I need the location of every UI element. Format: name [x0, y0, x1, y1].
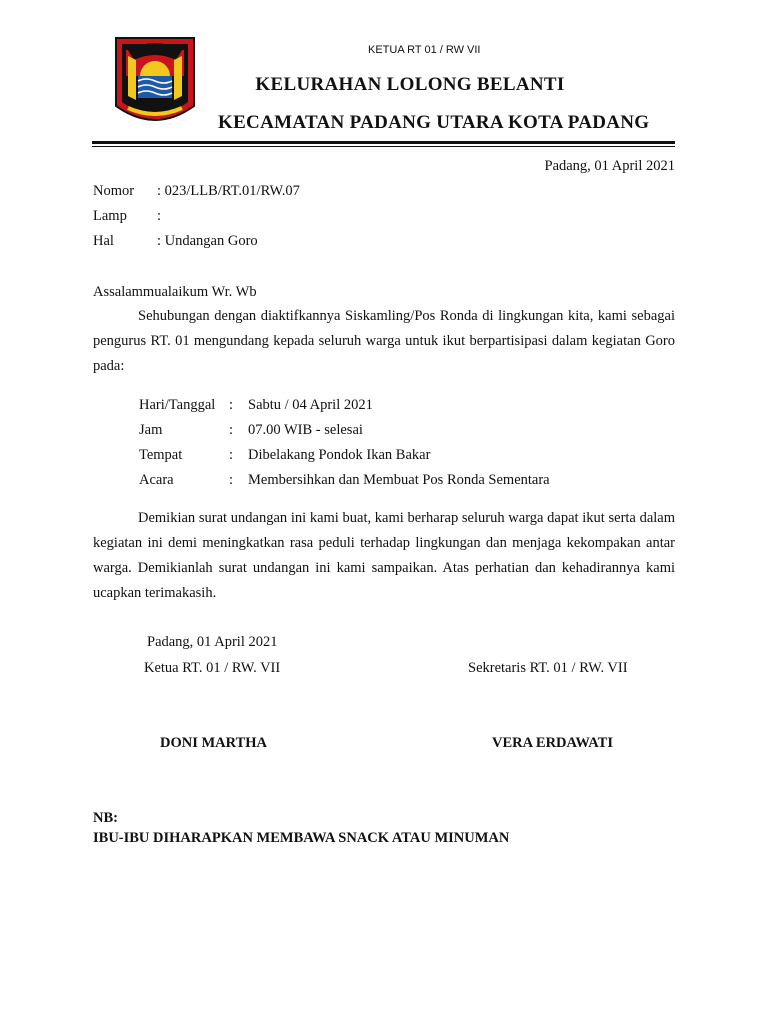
meta-label: Hal [93, 233, 114, 249]
closing-paragraph [93, 506, 675, 606]
signature-right-name: VERA ERDAWATI [492, 735, 613, 751]
event-label: Tempat [139, 447, 183, 463]
intro-paragraph-text: Sehubungan dengan diaktifkannya Siskamling/Pos Ronda di lingkungan kita, kami sebagai pengurus RT. 01 mengundang kepada seluruh warga untuk ikut berpartisipasi dalam kegiatan Goro pada: [93, 308, 675, 374]
letterhead-rule-thin [92, 146, 675, 147]
nb-text: IBU-IBU DIHARAPKAN MEMBAWA SNACK ATAU MINUMAN [93, 830, 510, 846]
signature-left-role: Ketua RT. 01 / RW. VII [144, 660, 281, 676]
letter-date: Padang, 01 April 2021 [544, 158, 675, 174]
meta-value: : [157, 208, 162, 224]
signature-right-role: Sekretaris RT. 01 / RW. VII [468, 660, 628, 676]
nb-label: NB: [93, 810, 118, 826]
meta-value: : 023/LLB/RT.01/RW.07 [157, 183, 300, 199]
event-value: 07.00 WIB - selesai [248, 422, 363, 438]
meta-label: Lamp [93, 208, 127, 224]
event-value: Dibelakang Pondok Ikan Bakar [248, 447, 431, 463]
event-label: Jam [139, 422, 163, 438]
greeting: Assalammualaikum Wr. Wb [93, 284, 257, 300]
event-value: Sabtu / 04 April 2021 [248, 397, 373, 413]
event-label: Acara [139, 472, 174, 488]
event-colon: : [229, 472, 234, 488]
meta-value: : Undangan Goro [157, 233, 258, 249]
meta-label: Nomor [93, 183, 135, 199]
signature-place-date: Padang, 01 April 2021 [147, 634, 278, 650]
header-top-line: KETUA RT 01 / RW VII [368, 44, 481, 56]
event-value: Membersihkan dan Membuat Pos Ronda Sementara [248, 472, 550, 488]
letterhead-title-kelurahan: KELURAHAN LOLONG BELANTI [255, 74, 565, 95]
letterhead-title-kecamatan: KECAMATAN PADANG UTARA KOTA PADANG [218, 112, 650, 133]
closing-paragraph-text: Demikian surat undangan ini kami buat, kami berharap seluruh warga dapat ikut serta dalam kegiatan ini demi meningkatkan rasa peduli terhadap lingkungan dan menjaga kekompakan antar warga. Demikianlah surat undangan ini kami sampaikan. Atas perhatian dan kehadirannya kami ucapkan terimakasih. [93, 510, 675, 601]
event-colon: : [229, 422, 234, 438]
intro-paragraph [93, 304, 675, 379]
event-colon: : [229, 397, 234, 413]
letterhead-rule [92, 141, 675, 144]
event-colon: : [229, 447, 234, 463]
signature-left-name: DONI MARTHA [160, 735, 268, 751]
event-label: Hari/Tanggal [139, 397, 216, 413]
